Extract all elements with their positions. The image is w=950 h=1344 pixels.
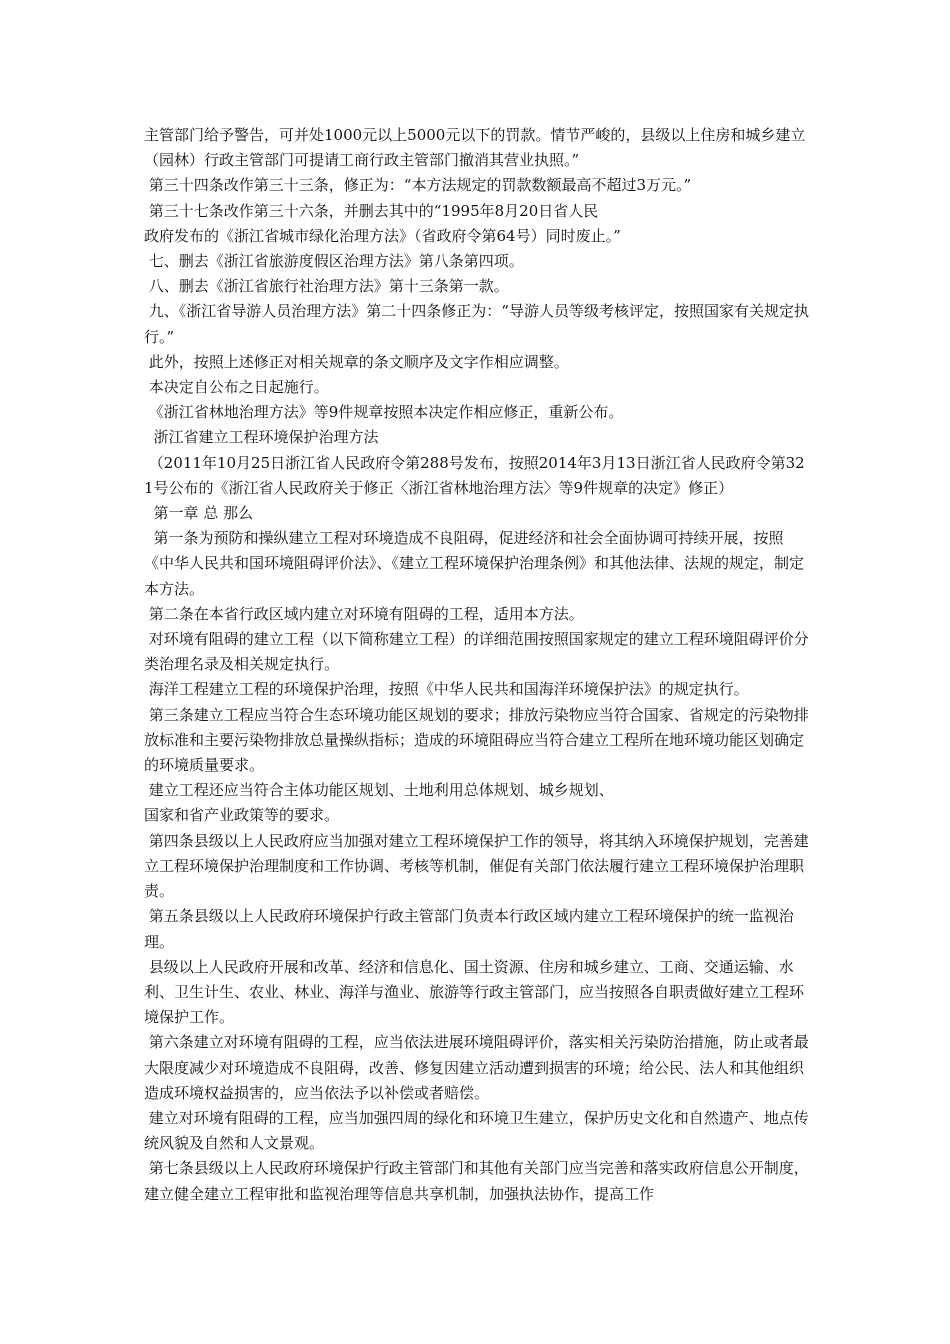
paragraph: 本决定自公布之日起施行。 bbox=[144, 378, 329, 397]
chapter-heading: 第一章 总 那么 bbox=[144, 504, 254, 523]
document-body bbox=[144, 123, 809, 1207]
paragraph: 此外，按照上述修正对相关规章的条文顺序及文字作相应调整。 bbox=[144, 352, 569, 371]
paragraph: 第四条县级以上人民政府应当加强对建立工程环境保护工作的领导，将其纳入环境保护规划，完善建立工程环境保护治理制度和工作协调、考核等机制，催促有关部门依法履行建立工程环境保护治理职责。 bbox=[144, 831, 809, 901]
paragraph: 主管部门给予警告，可并处1000元以上5000元以下的罚款。情节严峻的，县级以上住房和城乡建立（园林）行政主管部门可提请工商行政主管部门撤消其营业执照。” bbox=[144, 126, 806, 170]
paragraph: 第三十四条改作第三十三条，修正为：“本方法规定的罚款数额最高不超过3万元。” bbox=[144, 176, 692, 195]
paragraph: 第六条建立对环境有阻碍的工程，应当依法进展环境阻碍评价，落实相关污染防治措施，防止或者最大限度减少对环境造成不良阻碍，改善、修复因建立活动遭到损害的环境；给公民、法人和其他组织造成环境权益损害的，应当依法予以补偿或者赔偿。 bbox=[144, 1033, 809, 1102]
paragraph: 八、删去《浙江省旅行社治理方法》第十三条第一款。 bbox=[144, 277, 509, 296]
paragraph: 对环境有阻碍的建立工程（以下简称建立工程）的详细范围按照国家规定的建立工程环境阻碍评价分类治理名录及相关规定执行。 bbox=[144, 630, 809, 674]
paragraph: 七、删去《浙江省旅游度假区治理方法》第八条第四项。 bbox=[144, 252, 524, 271]
paragraph: 国家和省产业政策等的要求。 bbox=[144, 806, 340, 825]
paragraph: 建立工程还应当符合主体功能区规划、土地利用总体规划、城乡规划、 bbox=[144, 781, 614, 800]
paragraph: 县级以上人民政府开展和改革、经济和信息化、国土资源、住房和城乡建立、工商、交通运输、水利、卫生计生、农业、林业、海洋与渔业、旅游等行政主管部门，应当按照各自职责做好建立工程环境保护工作。 bbox=[144, 957, 805, 1027]
paragraph: 建立对环境有阻碍的工程，应当加强四周的绿化和环境卫生建立，保护历史文化和自然遗产、地点传统风貌及自然和人文景观。 bbox=[144, 1108, 809, 1153]
paragraph: 九、《浙江省导游人员治理方法》第二十四条修正为：“导游人员等级考核评定，按照国家有关规定执行。” bbox=[144, 302, 809, 346]
paragraph: 第一条为预防和操纵建立工程对环境造成不良阻碍，促进经济和社会全面协调可持续开展，按照《中华人民共和国环境阻碍评价法》、《建立工程环境保护治理条例》和其他法律、法规的规定，制定本方法。 bbox=[144, 529, 805, 598]
paragraph: 《浙江省林地治理方法》等9件规章按照本决定作相应修正，重新公布。 bbox=[144, 403, 624, 422]
paragraph: 第三十七条改作第三十六条，并删去其中的“1995年8月20日省人民 bbox=[144, 201, 599, 220]
paragraph: 海洋工程建立工程的环境保护治理，按照《中华人民共和国海洋环境保护法》的规定执行。 bbox=[144, 680, 749, 699]
paragraph: 第二条在本省行政区域内建立对环境有阻碍的工程，适用本方法。 bbox=[144, 604, 584, 623]
document-title: 浙江省建立工程环境保护治理方法 bbox=[144, 428, 379, 447]
paragraph: 第五条县级以上人民政府环境保护行政主管部门负责本行政区域内建立工程环境保护的统一监视治理。 bbox=[144, 907, 794, 951]
paragraph: 第三条建立工程应当符合生态环境功能区规划的要求；排放污染物应当符合国家、省规定的污染物排放标准和主要污染物排放总量操纵指标；造成的环境阻碍应当符合建立工程所在地环境功能区划确定的环境质量要求。 bbox=[144, 705, 809, 775]
paragraph: （2011年10月25日浙江省人民政府令第288号发布，按照2014年3月13日浙江省人民政府令第321号公布的《浙江省人民政府关于修正〈浙江省林地治理方法〉等9件规章的决定》修正） bbox=[144, 453, 805, 497]
paragraph: 政府发布的《浙江省城市绿化治理方法》（省政府令第64号）同时废止。” bbox=[144, 226, 621, 245]
paragraph: 第七条县级以上人民政府环境保护行政主管部门和其他有关部门应当完善和落实政府信息公开制度，建立健全建立工程审批和监视治理等信息共享机制，加强执法协作，提高工作 bbox=[144, 1159, 809, 1203]
